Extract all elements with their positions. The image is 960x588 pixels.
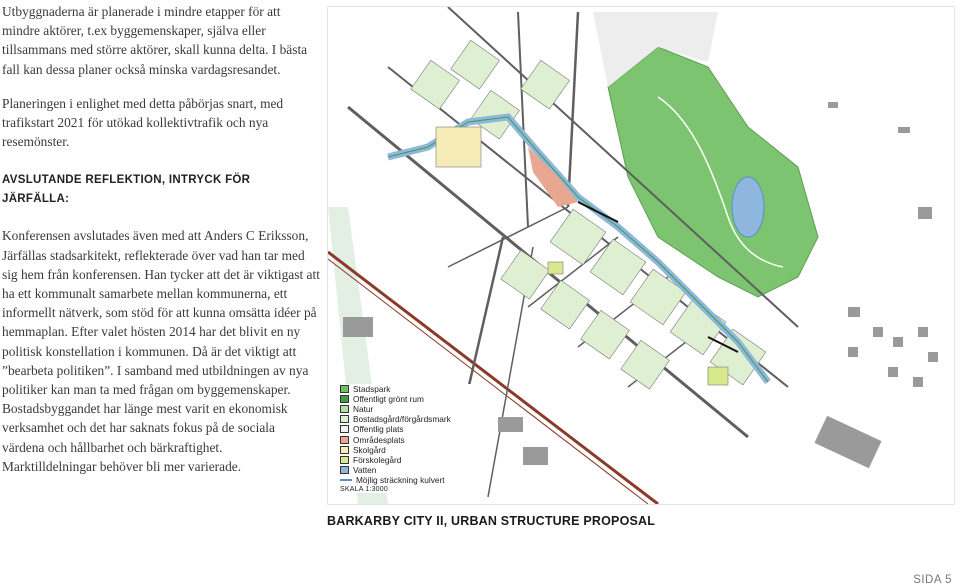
legend-item	[340, 434, 480, 444]
forskolegard-swatch-icon	[340, 456, 349, 464]
legend-item	[340, 465, 480, 475]
legend-label: Natur	[353, 404, 374, 415]
offentligt-gront-rum-swatch-icon	[340, 395, 349, 403]
offentlig-plats-swatch-icon	[340, 425, 349, 433]
article-column	[2, 2, 320, 476]
legend-label: Möjlig sträckning kulvert	[356, 474, 445, 485]
map-scale: SKALA 1:3000	[340, 485, 388, 493]
legend-item	[340, 384, 480, 394]
page-number: SIDA 5	[913, 574, 952, 586]
bostadsgard-swatch-icon	[340, 415, 349, 423]
skolgard-swatch-icon	[340, 446, 349, 454]
legend-label: Bostadsgård/förgårdsmark	[353, 414, 451, 425]
paragraph-reflection: Konferensen avslutades även med att Anders C Eriksson, Järfällas stadsarkitekt, reflekterade över vad han tar med sig hem från konferensen. Han tycker att det är viktigast att ha ett kommunalt samarbete mellan kommunerna, ett informellt nätverk, som stöd för att kunna omsätta idéer på hemmaplan. Efter valet hösten 2014 har det blivit en ny politisk konstellation i kommunen. Då är det viktigt att ”bearbeta politiken”. I samband med utbildningen av nya politiker kan man ta med frågan om byggemenskaper. Bostadsbyggandet har länge mest varit en ekonomisk verksamhet och det har saknats fokus på de sociala värdena och hållbarhet och bärkraftighet. Marktilldelningar behöver bli mer varierade.	[2, 228, 320, 474]
figure-caption: BARKARBY CITY II, URBAN STRUCTURE PROPOSAL	[327, 514, 656, 528]
vatten-swatch-icon	[340, 466, 349, 474]
map-legend	[340, 384, 480, 493]
legend-label: Offentlig plats	[353, 424, 404, 435]
legend-label: Förskolegård	[353, 454, 402, 465]
section-heading: AVSLUTANDE REFLEKTION, INTRYCK FÖR JÄRFÄLLA:	[2, 174, 251, 206]
legend-label: Områdesplats	[353, 434, 405, 445]
legend-item	[340, 455, 480, 465]
paragraph-intro: Utbyggnaderna är planerade i mindre etapper för att mindre aktörer, t.ex byggemenskaper, själva eller tillsammans med större aktörer, skall kunna delta. I bästa fall kan dessa planer också minska vardagsresandet.	[2, 4, 308, 77]
legend-label: Skolgård	[353, 444, 386, 455]
legend-label: Offentligt grönt rum	[353, 394, 424, 405]
paragraph-planning: Planeringen i enlighet med detta påbörjas snart, med trafikstart 2021 för utökad kollektivtrafik och nya resemönster.	[2, 95, 284, 150]
kulvert-line-icon	[340, 479, 352, 481]
legend-item	[340, 414, 480, 424]
legend-item	[340, 475, 480, 485]
legend-item	[340, 445, 480, 455]
legend-item	[340, 394, 480, 404]
legend-label: Vatten	[353, 464, 377, 475]
legend-label: Stadspark	[353, 384, 391, 395]
stadspark-swatch-icon	[340, 385, 349, 393]
legend-item	[340, 404, 480, 414]
omradesplats-swatch-icon	[340, 436, 349, 444]
natur-swatch-icon	[340, 405, 349, 413]
legend-item	[340, 424, 480, 434]
